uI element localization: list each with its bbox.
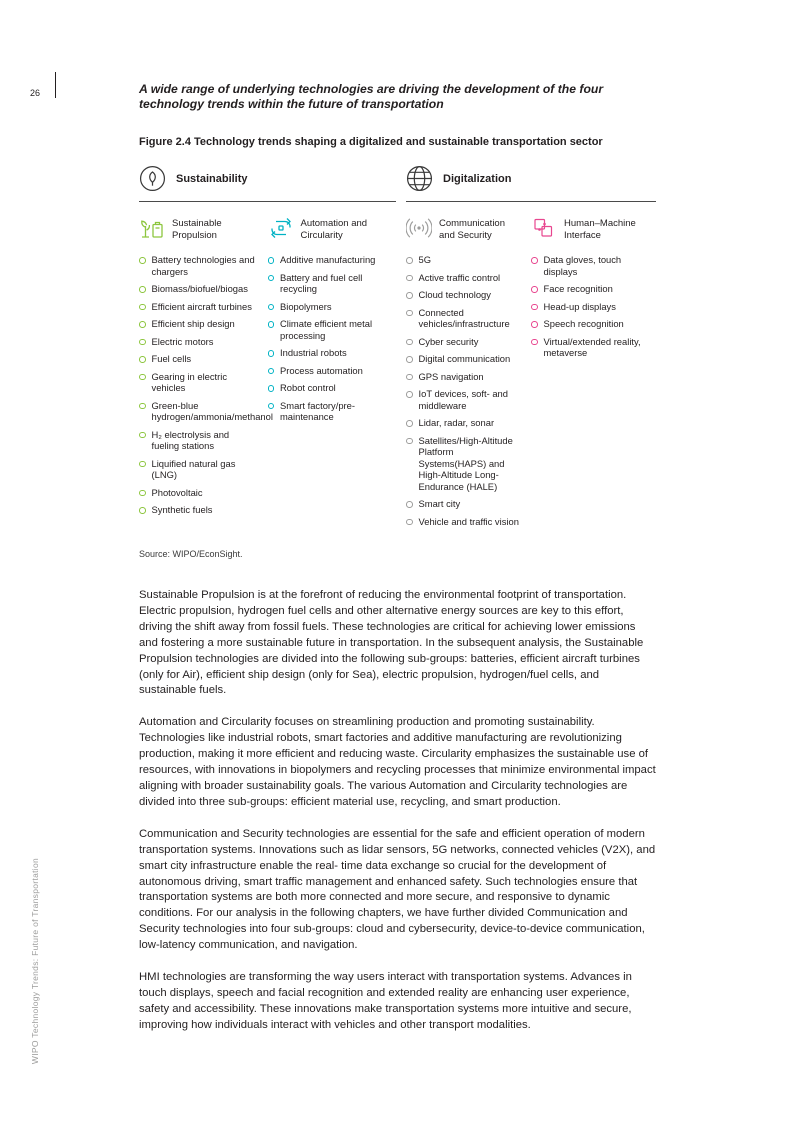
- bullet-icon: [139, 403, 146, 410]
- bullet-icon: [406, 275, 413, 282]
- recycling-arrows-icon: [268, 216, 294, 241]
- tech-list-item-label: Cyber security: [418, 335, 479, 347]
- tech-list-item-label: GPS navigation: [418, 370, 484, 382]
- tech-list-item-label: Efficient ship design: [151, 318, 235, 329]
- tech-column-header: [268, 216, 387, 241]
- category-digitalization: [406, 165, 656, 533]
- tech-list-item: [268, 318, 387, 341]
- tech-list-item-label: Battery technologies and chargers: [151, 254, 255, 277]
- bullet-icon: [406, 519, 413, 526]
- tech-list-item-label: Fuel cells: [151, 353, 192, 364]
- tech-list-item-label: 5G: [418, 254, 432, 265]
- bullet-icon: [406, 339, 413, 346]
- tech-list-item: [406, 336, 521, 348]
- tech-list-item-label: Active traffic control: [418, 271, 501, 283]
- bullet-icon: [268, 350, 275, 357]
- tech-list-item-label: Vehicle and traffic vision: [418, 515, 519, 527]
- tech-list-item: [406, 388, 521, 411]
- margin-rule: [55, 72, 56, 98]
- tech-list-item-label: Process automation: [280, 364, 363, 376]
- bullet-icon: [268, 403, 275, 410]
- tech-list-item: [406, 272, 521, 284]
- category-header: [139, 165, 396, 202]
- bullet-icon: [139, 356, 146, 363]
- tech-list-item-label: Battery and fuel cell recycling: [280, 271, 363, 294]
- bullet-icon: [531, 286, 538, 293]
- bullet-icon: [406, 356, 413, 363]
- tech-list-item: [406, 353, 521, 365]
- tech-list-item: [139, 301, 258, 313]
- tech-list-item: [139, 487, 258, 499]
- tech-list-item: [139, 399, 273, 423]
- tech-list-item: [406, 254, 521, 266]
- charging-station-plant-icon: [139, 216, 165, 241]
- tech-list-item: [139, 318, 258, 330]
- tech-list-item: [268, 365, 387, 377]
- body-paragraph: Automation and Circularity focuses on streamlining production and promoting sustainability. Technologies like industrial robots, smart factories and additive manufacturing are revolutionizing production, making it more efficient and reducing waste. Circularity emphasizes the sustainable use of resources, with innovations in biopolymers and recycling processes that minimize environmental impact aligning with broader sustainability goals. The various Automation and Circularity technologies are divided into three sub-groups: efficient material use, recycling, and smart production.: [139, 716, 656, 808]
- tech-column-header: [406, 216, 521, 241]
- body-paragraph: HMI technologies are transforming the way users interact with transportation systems. Advances in touch displays, speech and facial recognition and extended reality are enhancing user experience, safety and accessibility. These innovations make transportation systems more intuitive and secure, improving how individuals interact with vehicles and other transport modalities.: [139, 971, 632, 1031]
- tech-column-header: [139, 216, 258, 241]
- tech-column-label: Communication and Security: [439, 218, 505, 241]
- human-machine-interface-icon: [531, 216, 557, 241]
- tech-list-item: [268, 347, 387, 359]
- tech-list-item: [406, 498, 521, 510]
- bullet-icon: [268, 304, 275, 311]
- bullet-icon: [139, 490, 146, 497]
- bullet-icon: [531, 339, 538, 346]
- body-copy: [139, 588, 656, 1034]
- tech-list-item: [268, 400, 387, 423]
- tech-list-item-label: Efficient aircraft turbines: [151, 300, 252, 312]
- bullet-icon: [531, 304, 538, 311]
- tech-list-item: [139, 458, 258, 481]
- tech-list-item-label: Virtual/extended reality, metaverse: [543, 335, 641, 358]
- tech-list-item-label: Additive manufacturing: [280, 254, 376, 265]
- category-header: [406, 165, 656, 202]
- tech-column-label: Sustainable Propulsion: [172, 218, 222, 241]
- page-content: [139, 82, 656, 1050]
- tech-list: [406, 254, 521, 527]
- tech-list-item-label: Gearing in electric vehicles: [151, 370, 228, 393]
- bullet-icon: [268, 321, 275, 328]
- tech-list-item-label: Industrial robots: [280, 347, 347, 358]
- tech-column-human-machine-interface: [531, 216, 656, 533]
- tech-list: [139, 254, 273, 516]
- tech-list-item-label: Liquified natural gas (LNG): [151, 457, 236, 480]
- tech-list-item-label: Speech recognition: [543, 318, 624, 329]
- category-columns: [139, 216, 396, 522]
- category-label: Sustainability: [176, 172, 248, 185]
- category-sustainability: [139, 165, 396, 533]
- tech-list-item-label: Satellites/High-Altitude Platform Systems(HAPS) and High-Altitude Long-Endurance (HALE): [418, 434, 513, 492]
- bullet-icon: [139, 286, 146, 293]
- tech-list-item-label: Smart factory/pre-maintenance: [280, 399, 356, 422]
- tech-column-sustainable-propulsion: [139, 216, 273, 522]
- category-label: Digitalization: [443, 172, 512, 185]
- bullet-icon: [406, 501, 413, 508]
- bullet-icon: [406, 420, 413, 427]
- bullet-icon: [406, 438, 413, 445]
- tech-list: [268, 254, 387, 423]
- tech-list-item: [531, 301, 646, 313]
- bullet-icon: [139, 339, 146, 346]
- tech-list-item-label: Connected vehicles/infrastructure: [418, 306, 510, 329]
- page-number: 26: [30, 88, 41, 98]
- tech-list-item-label: Head-up displays: [543, 300, 616, 312]
- tech-list-item: [139, 429, 258, 452]
- tech-list-item-label: Photovoltaic: [151, 486, 203, 498]
- tech-list-item-label: Data gloves, touch displays: [543, 254, 622, 277]
- tech-list-item: [139, 371, 258, 394]
- tech-list-item: [268, 382, 387, 394]
- bullet-icon: [406, 292, 413, 299]
- tech-list: [531, 254, 646, 359]
- bullet-icon: [268, 368, 275, 375]
- bullet-icon: [531, 257, 538, 264]
- tech-list-item: [531, 318, 646, 330]
- bullet-icon: [268, 275, 275, 282]
- category-columns: [406, 216, 656, 533]
- signal-waves-icon: [406, 216, 432, 241]
- tech-list-item-label: Lidar, radar, sonar: [418, 417, 495, 428]
- bullet-icon: [139, 507, 146, 514]
- bullet-icon: [268, 385, 275, 392]
- tech-list-item: [406, 289, 521, 301]
- tech-column-automation-circularity: [268, 216, 397, 522]
- body-paragraph: Communication and Security technologies are essential for the safe and efficient operation of modern transportation systems. Innovations such as lidar sensors, 5G networks, connected vehicles (V2X), and smart city infrastructure enable the real- time data exchange so crucial for the development of autonomous driving, smart traffic management and enhanced safety. Such technologies ensure that transportation systems are both more connected and more secure, and responsive to dynamic conditions. For our analysis in the following chapters, we have further divided Communication and Security technologies into four sub-groups: cloud and cybersecurity, device-to-device communication, low-latency communication, and navigation.: [139, 827, 656, 952]
- tech-list-item-label: Climate efficient metal processing: [280, 318, 373, 341]
- tech-column-header: [531, 216, 646, 241]
- bullet-icon: [406, 257, 413, 264]
- globe-icon: [406, 165, 433, 192]
- bullet-icon: [139, 461, 146, 468]
- side-footer-text: WIPO Technology Trends: Future of Transportation: [30, 857, 40, 1064]
- tech-list-item: [139, 504, 258, 516]
- tech-list-item: [406, 435, 521, 493]
- tech-list-item-label: Cloud technology: [418, 289, 491, 300]
- tech-list-item: [139, 336, 258, 348]
- tech-list-item-label: H₂ electrolysis and fueling stations: [151, 428, 230, 451]
- tech-column-communication-security: [406, 216, 531, 533]
- tech-list-item-label: Biopolymers: [280, 300, 332, 312]
- tech-column-label: Automation and Circularity: [300, 218, 368, 241]
- bullet-icon: [139, 374, 146, 381]
- bullet-icon: [531, 321, 538, 328]
- tech-list-item-label: IoT devices, soft- and middleware: [418, 388, 508, 411]
- tech-list-item-label: Electric motors: [151, 335, 214, 347]
- bullet-icon: [406, 310, 413, 317]
- body-paragraph: Sustainable Propulsion is at the forefront of reducing the environmental footprint of transportation. Electric propulsion, hydrogen fuel cells and other alternative energy sources are key to this effort, driving the shift away from fossil fuels. These technologies are critical for achieving lower emissions and fostering a more sustainable future in transportation. In the subsequent analysis, the Sustainable Propulsion technologies are divided into the following sub-groups: batteries, efficient aircraft turbines (only for Air), efficient ship design (only for Sea), electric propulsion, hydrogen/fuel cells, and sustainable fuels.: [139, 589, 644, 697]
- tech-list-item: [531, 283, 646, 295]
- bullet-icon: [139, 432, 146, 439]
- bullet-icon: [139, 321, 146, 328]
- tech-list-item: [406, 417, 521, 429]
- bullet-icon: [139, 257, 146, 264]
- tech-list-item: [406, 516, 521, 528]
- tech-column-label: Human–Machine Interface: [564, 218, 636, 241]
- tech-list-item-label: Biomass/biofuel/biogas: [151, 283, 248, 294]
- lead-heading: A wide range of underlying technologies are driving the development of the four technology trends within the future of transportation: [139, 82, 604, 111]
- bullet-icon: [268, 257, 275, 264]
- tech-list-item: [268, 272, 387, 295]
- tech-list-item-label: Face recognition: [543, 283, 613, 294]
- tech-list-item: [139, 283, 258, 295]
- bullet-icon: [406, 374, 413, 381]
- figure-2-4: [139, 165, 656, 533]
- figure-title: Figure 2.4 Technology trends shaping a digitalized and sustainable transportation sector: [139, 136, 603, 148]
- bullet-icon: [406, 391, 413, 398]
- tech-list-item: [268, 254, 387, 266]
- tech-list-item-label: Green-blue hydrogen/ammonia/methanol: [151, 399, 273, 422]
- tech-list-item-label: Synthetic fuels: [151, 504, 213, 515]
- bullet-icon: [139, 304, 146, 311]
- leaf-circle-icon: [139, 165, 166, 192]
- tech-list-item: [139, 254, 258, 277]
- tech-list-item: [531, 336, 646, 359]
- tech-list-item: [139, 353, 258, 365]
- tech-list-item: [406, 307, 521, 330]
- tech-list-item: [406, 371, 521, 383]
- tech-list-item-label: Digital communication: [418, 353, 511, 364]
- tech-list-item-label: Smart city: [418, 498, 461, 509]
- tech-list-item: [268, 301, 387, 313]
- tech-list-item: [531, 254, 646, 277]
- tech-list-item-label: Robot control: [280, 382, 336, 393]
- figure-source: Source: WIPO/EconSight.: [139, 549, 243, 559]
